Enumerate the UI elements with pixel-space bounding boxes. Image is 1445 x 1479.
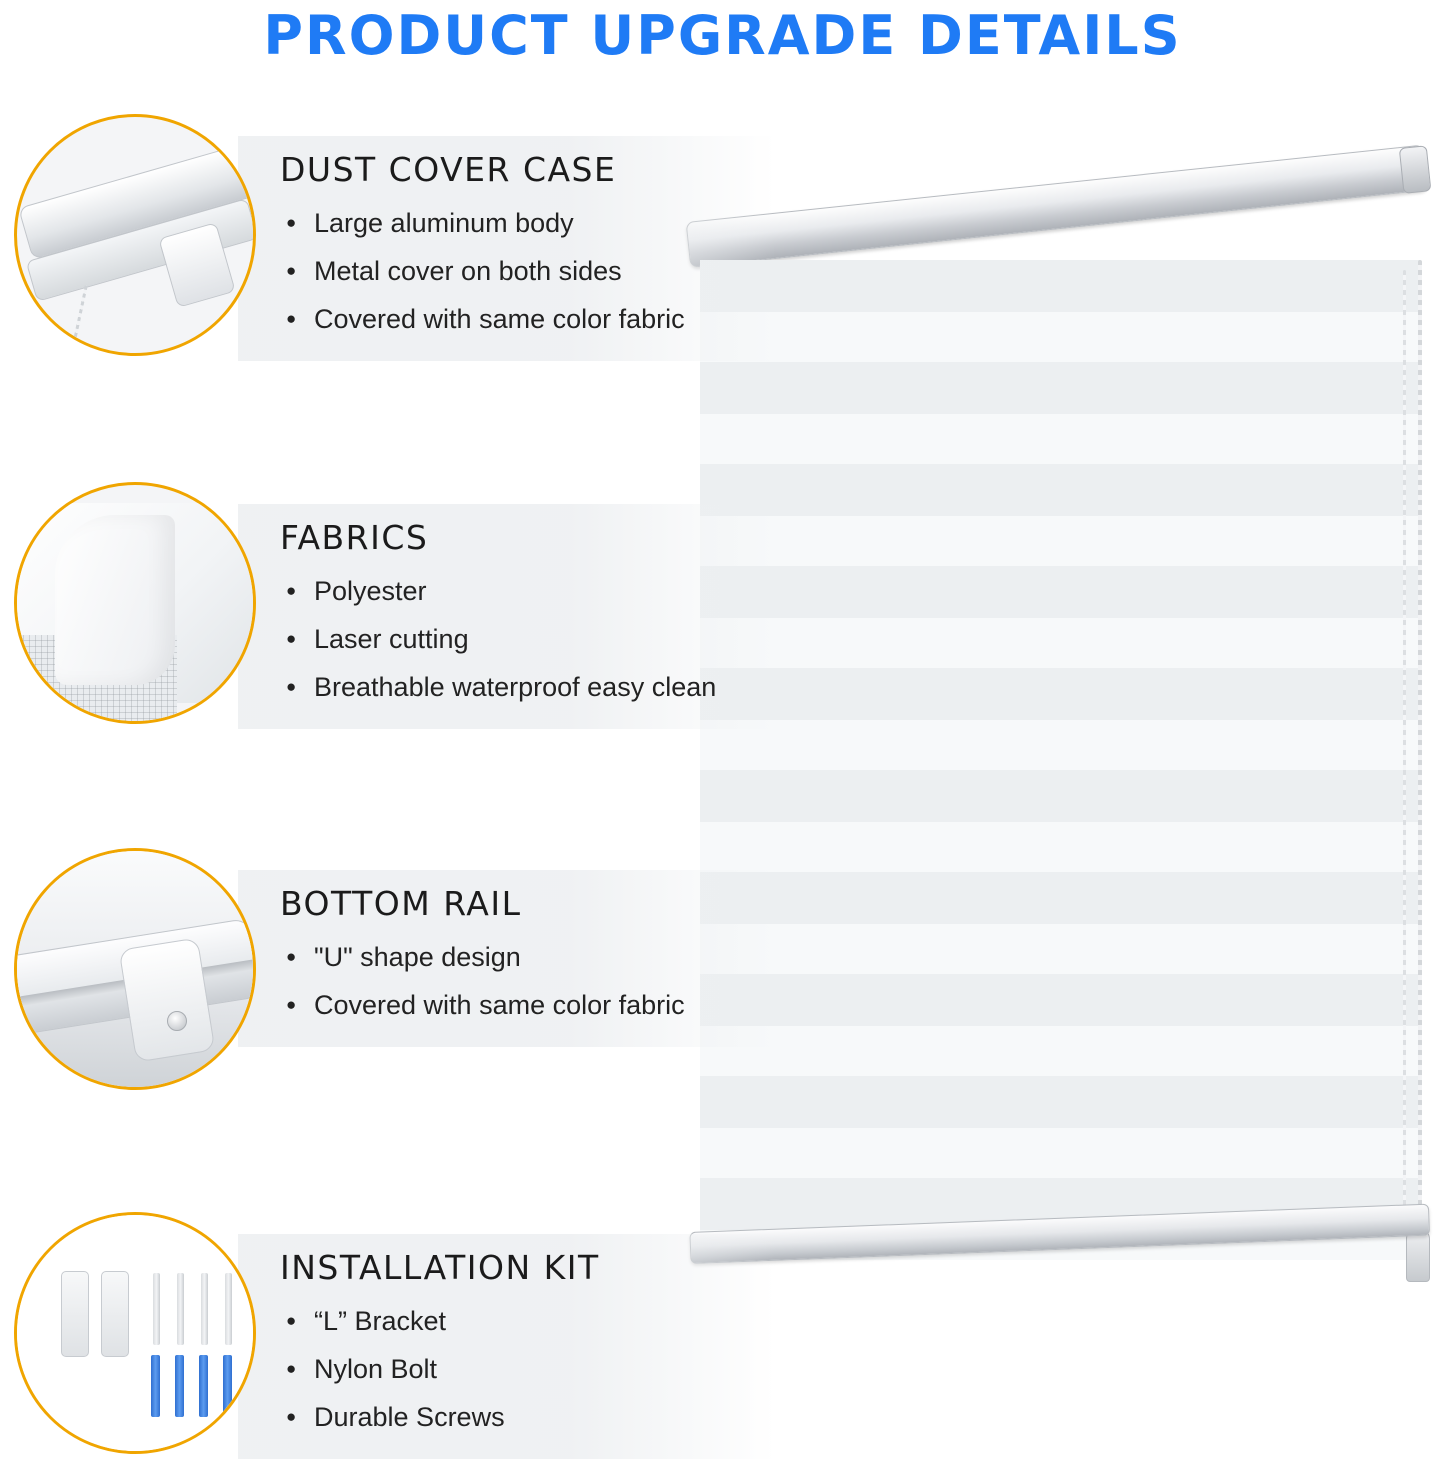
feature-heading: INSTALLATION KIT xyxy=(280,1248,600,1287)
fabrics-photo xyxy=(14,482,256,724)
dust-cover-case-panel xyxy=(238,136,776,361)
list-item: ● "U" shape design xyxy=(280,933,750,981)
list-item: ● Breathable waterproof easy clean xyxy=(280,663,750,711)
bead-chain-secondary xyxy=(1403,270,1406,1230)
installation-kit-photo xyxy=(14,1212,256,1454)
list-item: ● Durable Screws xyxy=(280,1393,750,1441)
bottom-rail-photo xyxy=(14,848,256,1090)
fabrics-panel xyxy=(238,504,776,729)
feature-installation-kit xyxy=(14,1212,776,1459)
head-rail-end-cap xyxy=(1399,145,1432,194)
head-rail xyxy=(686,145,1429,268)
list-item: ● Laser cutting xyxy=(280,615,750,663)
zebra-fabric xyxy=(700,260,1420,1260)
feature-bullet-list xyxy=(280,567,750,711)
feature-dust-cover-case xyxy=(14,114,776,361)
installation-kit-panel xyxy=(238,1234,776,1459)
feature-bullet-list xyxy=(280,1297,750,1441)
list-item: ● Metal cover on both sides xyxy=(280,247,750,295)
page-title: PRODUCT UPGRADE DETAILS xyxy=(263,4,1182,67)
product-illustration xyxy=(680,200,1440,1320)
dust-cover-case-photo xyxy=(14,114,256,356)
bead-chain xyxy=(1418,260,1422,1240)
feature-heading: DUST COVER CASE xyxy=(280,150,617,189)
list-item: ● Nylon Bolt xyxy=(280,1345,750,1393)
feature-bullet-list xyxy=(280,199,750,343)
list-item: ● Polyester xyxy=(280,567,750,615)
feature-heading: FABRICS xyxy=(280,518,429,557)
feature-bullet-list xyxy=(280,933,750,1029)
feature-heading: BOTTOM RAIL xyxy=(280,884,522,923)
list-item: ● Covered with same color fabric xyxy=(280,295,750,343)
feature-fabrics xyxy=(14,482,776,729)
feature-bottom-rail xyxy=(14,848,776,1090)
bottom-rail-panel xyxy=(238,870,776,1047)
list-item: ● Covered with same color fabric xyxy=(280,981,750,1029)
list-item: ● “L” Bracket xyxy=(280,1297,750,1345)
list-item: ● Large aluminum body xyxy=(280,199,750,247)
